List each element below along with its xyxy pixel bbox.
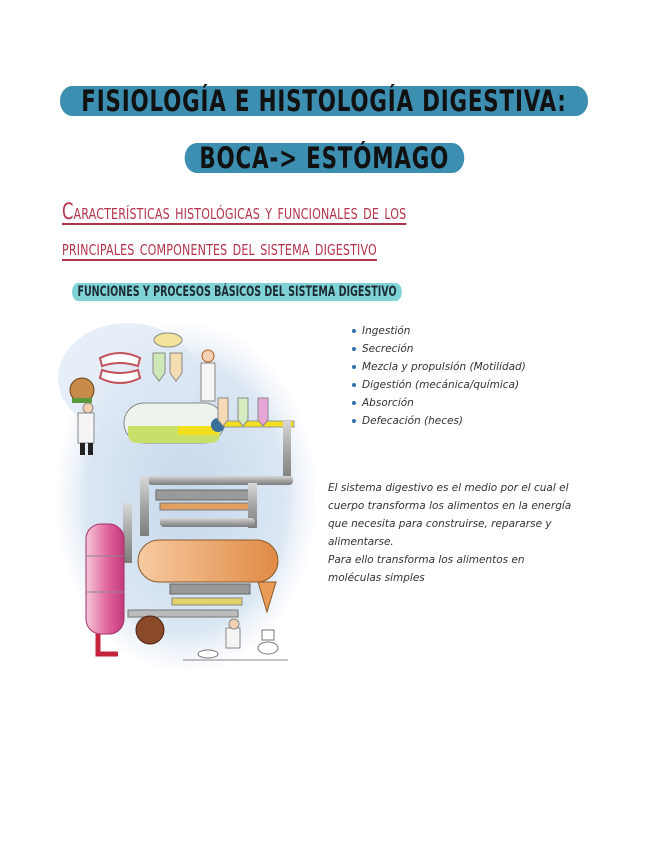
subheading-highlight: FUNCIONES Y PROCESOS BÁSICOS DEL SISTEMA DIGESTIVO <box>72 283 402 301</box>
section-heading-line-1: Características histológicas y funcionales de los <box>62 200 407 225</box>
paragraph-text-2: Para ello transforma los alimentos en moléculas simples <box>328 554 525 584</box>
bullet-icon <box>352 383 356 387</box>
bullet-icon <box>352 401 356 405</box>
bullet-icon <box>352 419 356 423</box>
bullet-icon <box>352 365 356 369</box>
list-item: Digestión (mecánica/química) <box>352 376 526 394</box>
bullet-icon <box>352 329 356 333</box>
page-title-line-1 <box>0 86 648 116</box>
section-heading-line-2: principales componentes del sistema digestivo <box>62 236 377 261</box>
list-item: Absorción <box>352 394 526 412</box>
functions-list <box>352 322 526 430</box>
list-item: Mezcla y propulsión (Motilidad) <box>352 358 526 376</box>
title-highlight: FISIOLOGÍA E HISTOLOGÍA DIGESTIVA: <box>60 86 588 116</box>
digestive-system-illustration <box>58 318 314 670</box>
bullet-icon <box>352 347 356 351</box>
paragraph-text-1: El sistema digestivo es el medio por el cual el cuerpo transforma los alimentos en la energía que necesita para construirse, repararse y alimentarse. <box>328 482 572 548</box>
list-item: Secreción <box>352 340 526 358</box>
list-item: Defecación (heces) <box>352 412 526 430</box>
title-highlight: BOCA-> ESTÓMAGO <box>184 143 463 173</box>
description-paragraph <box>328 479 578 587</box>
list-item: Ingestión <box>352 322 526 340</box>
page-title-line-2 <box>0 143 648 173</box>
